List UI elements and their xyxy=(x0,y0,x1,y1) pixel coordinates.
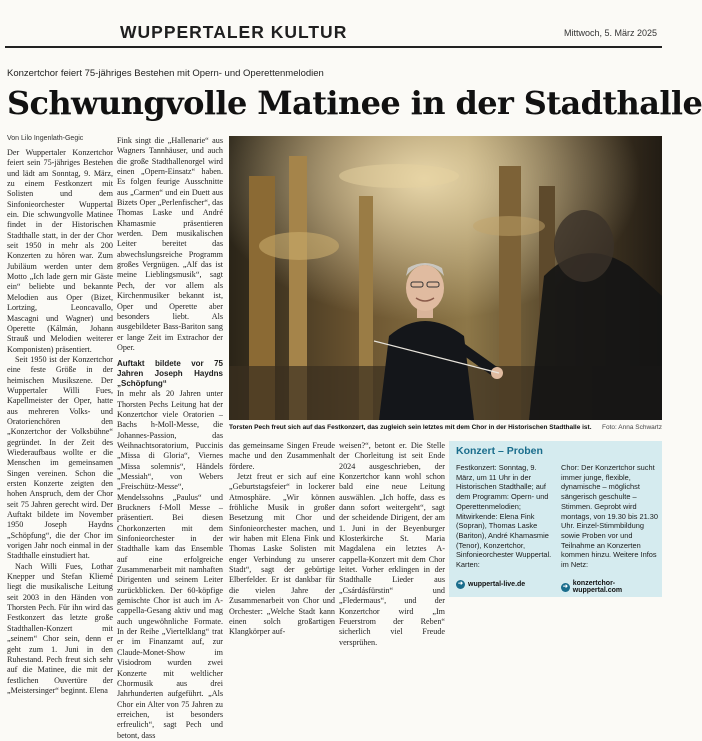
header-rule xyxy=(5,46,662,48)
paragraph: Fink singt die „Hallenarie“ aus Wagners Tannhäuser, und auch die große Stadthallenorgel wird einen „Opern-Einsatz“ haben. Es folgen feurige Ausschnitte aus „Carmen“ und ein Duett aus Bizets Oper „Perlenfischer“, das Thomas Laske und André Khamasmie präsentieren werden. Dem musikalischen Leiter bereitet das abwechslungsreiche Programm großes Vergnügen. „Alf das ist meine Lieblingsmusik“, sagt Pech, der vor allem als Kirchenmusiker bekannt ist, Oper und Operette aber besonders liebt. Als ausgebildeter Bass-Bariton sang er lange Zeit im Extrachor der Oper. xyxy=(117,136,223,352)
paragraph: weisen?“, betont er. Die Stelle der Chorleitung ist seit Ende 2024 ausgeschrieben, der Konzertchor kann wohl schon bald eine neue Leitung auswählen. „Ich hoffe, dass es dann sofort weitergeht“, sagt der scheidende Dirigent, der am 1. Juni in der Beyenburger Klosterkirche St. Maria Magdalena ein letztes A-cappella-Konzert mit dem Chor leitet. Vorher erklingen in der Stadthalle Lieder aus „Csárdásfürstin“ und „Fledermaus“, und der Konzertchor wird „Im Feuerstrom der Reben“ sicherlich viel Freude versprühen. xyxy=(339,441,445,647)
paragraph: das gemeinsame Singen Freude mache und den Zusammenhalt fördere. xyxy=(229,441,335,471)
info-box-title: Konzert – Proben xyxy=(456,445,543,457)
ticket-link[interactable] xyxy=(456,580,525,589)
article-column-4 xyxy=(339,441,445,648)
article-kicker: Konzertchor feiert 75-jähriges Bestehen mit Opern- und Operettenmelodien xyxy=(7,68,324,79)
info-box-choir-text: Chor: Der Konzertchor sucht immer junge, flexible, dynamische – möglichst sängerisch geschulte – Stimmen. Geprobt wird montags, von 19.30 bis 21.30 Uhr. Einzel-Stimmbildung sowie Proben vor und Teilnahme an Konzerten kommen hinzu. Weitere Infos im Netz: xyxy=(561,463,658,570)
paragraph: Der Wuppertaler Konzertchor feiert sein 75-jähriges Bestehen und lädt am Sonntag, 9. März, zu einem Festkonzert mit Solisten und dem Sinfonieorchester Wuppertal ein. Die schwungvolle Matinee findet in der Historischen Stadthalle statt, in der der Chor seit 1950 in mehr als 200 Konzerten zu hören war. Zum Jubiläum werden unter dem Motto „Ich lade gern mir Gäste ein“ beliebte und bekannte Melodien aus Oper (Bizet, Lortzing, Leoncavallo, Mascagni und Wagner) und Operette (Kálmán, Johann Strauß und Melodien weiterer Komponisten) präsentiert. xyxy=(7,148,113,354)
article-subheading: Auftakt bildete vor 75 Jahren Joseph Haydns „Schöpfung“ xyxy=(117,359,223,389)
article-column-2 xyxy=(117,136,223,741)
ticket-link-text[interactable]: wuppertal-live.de xyxy=(468,581,526,588)
caption-text: Torsten Pech freut sich auf das Festkonzert, das zugleich sein letztes mit dem Chor in der Historischen Stadthalle ist. xyxy=(229,424,592,431)
choir-website-link-text[interactable]: konzertchor-wuppertal.com xyxy=(572,580,623,594)
paragraph: Seit 1950 ist der Konzertchor eine feste Größe in der heimischen Musikszene. Der Wuppertaler Willi Fues, Kapellmeister der Oper, hatte aus mehreren Volks- und Oratorienchören den „Konzertchor der Volksbühne“ gegründet. In der Zeit des Wiederaufbaus wollte er die Menschen im gemeinsamen Singen vereinen. Schon die ersten Konzerte zeigten den hohen Anspruch, dem der Chor seit 75 Jahren gerecht wird. Der Auftakt bildete im November 1950 Joseph Haydns „Schöpfung“, die der Chor im vorigen Jahr noch einmal in der Stadthalle einstudiert hat. xyxy=(7,354,113,561)
article-photo xyxy=(229,136,662,420)
article-headline: Schwungvolle Matinee in der Stadthalle xyxy=(7,84,702,122)
photo-credit: Foto: Anna Schwartz xyxy=(602,424,662,431)
info-box xyxy=(449,441,662,597)
paragraph: Nach Willi Fues, Lothar Knepper und Stefan Kliemé liegt die musikalische Leitung seit 2003 in den Händen von Thorsten Pech. Für ihn wird das Festkonzert das letzte große Stadthallen-Konzert mit „seinem“ Chor sein, denn er geht zum 1. Juni in den Ruhestand. Pech freut sich sehr auf die Matinee, die mit der festlichen Ouvertüre der „Meistersinger“ beginnt. Elena xyxy=(7,561,113,695)
section-title: WUPPERTALER KULTUR xyxy=(120,22,348,42)
paragraph: In mehr als 20 Jahren unter Thorsten Pechs Leitung hat der Konzertchor viele Oratorien – Bachs h-Moll-Messe, die Johannes-Passion, das Weihnachtsoratorium, Puccinis „Missa di Gloria“, Viernes „Missa solemnis“, Händels „Messiah“, von Webers „Freischütz-Messe“, Mendelssohns „Paulus“ und Bruckners f-Moll Messe – präsentiert. Bei diesen Chorkonzerten mit dem Sinfonieorchester in der Stadthalle kam das Ensemble auf eine erfolgreiche Zusammenarbeit mit namhaften Dirigenten und seinem Leiter zurückblicken. Der 60-köpfige gemischte Chor ist auch im A-cappella-Gesang aktiv und mag auch ungewöhnliche Formate. In der Reihe „Viertelklang“ trat er im Finanzamt auf, zur Claude-Monet-Show im Visiodrom wurden zwei Konzerte mit weltlicher Chormusik aus drei Jahrhunderten aufgeführt. „Als Chor ein Alter von 75 Jahren zu erreichen, ist besonders erfreulich“, sagt Pech und betont, dass xyxy=(117,389,223,740)
issue-date: Mittwoch, 5. März 2025 xyxy=(563,28,657,38)
info-box-concert-text: Festkonzert: Sonntag, 9. März, um 11 Uhr in der Historischen Stadthalle; auf dem Programm: Opern- und Operettenmelodien; Mitwirkende: Elena Fink (Sopran), Thomas Laske (Bariton), André Khamasmie (Tenor), Konzertchor, Sinfonieorchester Wuppertal. Karten: xyxy=(456,463,552,570)
paragraph: Jetzt freut er sich auf eine „Geburtstagsfeier“ in lockerer Atmosphäre. „Wir können fröhliche Musik in großer Besetzung mit Chor und Sinfonieorchester machen, und wir haben mit Elena Fink und Thomas Laske Solisten mit enger Verbindung zu unserer Stadt“, sagt der gebürtige Elberfelder. Er ist dankbar für die vielen Jahre der Zusammenarbeit von Chor und Orchester: „Welche Stadt kann einen solch großartigen Klangkörper auf- xyxy=(229,472,335,637)
article-byline: Von Lilo Ingenlath-Gegic xyxy=(7,135,84,142)
article-column-1 xyxy=(7,148,113,696)
photo-caption xyxy=(229,424,662,431)
article-column-3 xyxy=(229,441,335,638)
link-icon: ➜ xyxy=(457,581,464,587)
choir-website-link[interactable] xyxy=(561,580,662,594)
link-icon: ➜ xyxy=(562,583,568,590)
